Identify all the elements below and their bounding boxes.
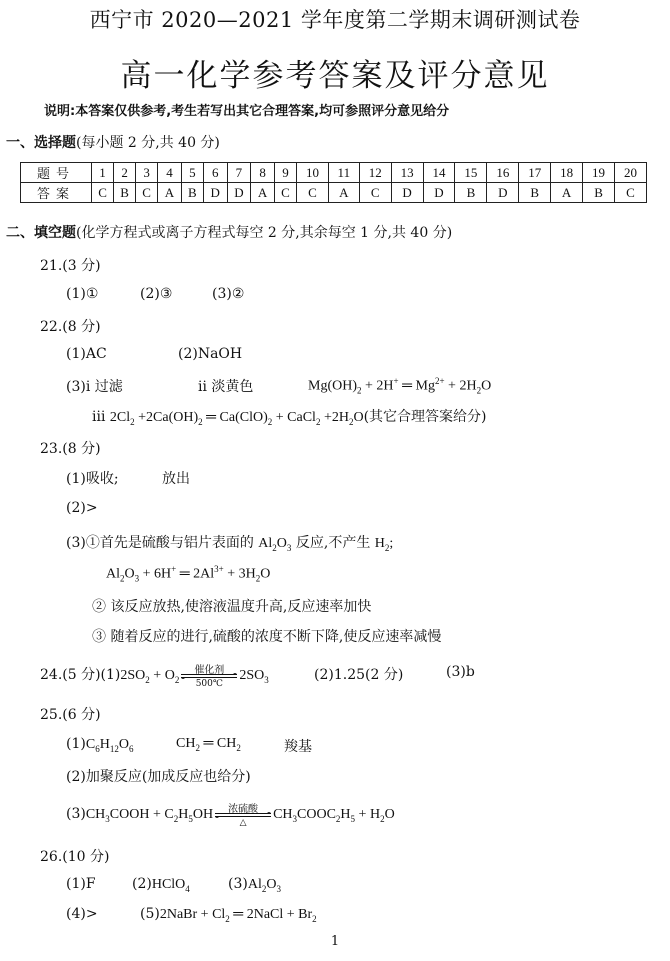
answer-key-title: 高一化学参考答案及评分意见 <box>120 58 550 94</box>
q23-equation-al2o3: $Al_2O_3 + 6H^+$ ═ $2Al^{3+} + 3H_2O$ <box>106 564 271 584</box>
question-number: 19 <box>583 163 615 183</box>
question-number-row <box>21 163 647 183</box>
answer-cell: B <box>181 183 203 203</box>
q22-note: (其它合理答案给分) <box>363 409 487 425</box>
q25-part-2: (2)加聚反应(加成反应也给分) <box>66 769 251 785</box>
q25-part-3 <box>66 803 395 828</box>
q21-heading: 21.(3 分) <box>40 258 101 274</box>
q22-part-1: (1)AC <box>66 346 107 362</box>
answer-cell: D <box>487 183 519 203</box>
q26-hclo4: HClO$_4$ <box>151 877 190 894</box>
answer-cell: D <box>227 183 251 203</box>
answer-cell: B <box>583 183 615 203</box>
q26-part-1: (1)F <box>66 876 96 892</box>
q23-part-3-text: (3)①首先是硫酸与铝片表面的 <box>66 535 254 551</box>
answer-cell: A <box>251 183 275 203</box>
q26-part-5 <box>140 906 317 924</box>
answer-cell: A <box>328 183 359 203</box>
section-choice-heading <box>6 132 220 152</box>
q24-catalyst: 催化剂 <box>194 665 225 676</box>
question-number: 10 <box>296 163 328 183</box>
q21-answer-2: (2)③ <box>140 286 173 302</box>
q23-h2: $H_2$; <box>374 536 394 553</box>
q22-part-3i: (3)ⅰ 过滤 <box>66 379 123 395</box>
row-label-answer: 答案 <box>21 183 92 203</box>
answer-cell: A <box>551 183 583 203</box>
section-fill-desc: (化学方程式或离子方程式每空 2 分,其余每空 1 分,共 40 分) <box>76 225 453 241</box>
q23-part-2: (2)> <box>66 500 98 516</box>
q22-part-2: (2)NaOH <box>178 346 243 362</box>
answer-table <box>20 162 647 203</box>
q23-part-3-line1 <box>66 532 393 553</box>
q26-part-2 <box>132 876 190 894</box>
question-number: 5 <box>181 163 203 183</box>
q22-part-3iii-label: ⅲ <box>92 409 106 425</box>
q25-heat: △ <box>239 818 247 828</box>
q25-products: $CH_3COOC_2H_5 + H_2O$ <box>273 807 395 824</box>
answer-cell: B <box>519 183 551 203</box>
question-number: 18 <box>551 163 583 183</box>
question-number: 8 <box>251 163 275 183</box>
question-number: 14 <box>423 163 455 183</box>
q22-part-3ii: ⅱ 淡黄色 <box>198 379 254 395</box>
section-fill-title: 二、填空题 <box>6 225 76 241</box>
question-number: 11 <box>328 163 359 183</box>
question-number: 20 <box>614 163 646 183</box>
q22-equation-chlorine: $2Cl_2 +2Ca(OH)_2$ ═ $Ca(ClO)_2$ + CaCl$_2$ $+2H_2O$ <box>109 410 364 427</box>
q23-part-1b: 放出 <box>162 471 190 487</box>
q26-equation: 2NaBr + $Cl_2$ ═ 2NaCl + $Br_2$ <box>159 907 317 924</box>
question-number: 4 <box>158 163 182 183</box>
question-number: 16 <box>487 163 519 183</box>
q25-heading: 25.(6 分) <box>40 707 101 723</box>
q22-heading: 22.(8 分) <box>40 319 101 335</box>
section-choice-title: 一、选择题 <box>6 135 76 151</box>
q23-part-1a: (1)吸收; <box>66 471 119 487</box>
answer-cell: D <box>423 183 455 203</box>
question-number: 17 <box>519 163 551 183</box>
q25-ethylene: $CH_2$ ═ $CH_2$ <box>176 736 241 753</box>
q26-part-5-label: (5) <box>140 906 160 922</box>
q23-part-3-2: ② 该反应放热,使溶液温度升高,反应速率加快 <box>92 599 372 615</box>
answer-cell: C <box>296 183 328 203</box>
question-number: 3 <box>136 163 158 183</box>
q26-heading: 26.(10 分) <box>40 849 110 865</box>
q26-part-3 <box>228 876 281 894</box>
q25-glucose: $C_6H_{12}O_6$ <box>85 737 134 754</box>
answer-cell: D <box>203 183 227 203</box>
section-choice-desc: (每小题 2 分,共 40 分) <box>76 135 220 151</box>
q24-reactants: $2SO_2 + O_2$ <box>120 668 180 685</box>
q24-temperature: 500℃ <box>195 679 223 689</box>
q25-reactants: $CH_3COOH + C_2H_5OH$ <box>85 807 214 824</box>
q24-reaction-arrow <box>181 664 237 689</box>
q24-part-3: (3)b <box>446 664 475 680</box>
answer-cell: C <box>359 183 391 203</box>
answer-cell: C <box>92 183 114 203</box>
q24-heading: 24.(5 分)(1) <box>40 667 121 683</box>
q23-part-3-3: ③ 随着反应的进行,硫酸的浓度不断下降,使反应速率减慢 <box>92 629 442 645</box>
row-label-number: 题号 <box>21 163 92 183</box>
q24-product: $2SO_3$ <box>239 668 269 685</box>
question-number: 2 <box>114 163 136 183</box>
question-number: 9 <box>274 163 296 183</box>
grading-note: 说明:本答案仅供参考,考生若写出其它合理答案,均可参照评分意见给分 <box>44 104 450 119</box>
q25-reaction-arrow <box>215 803 271 828</box>
question-number: 7 <box>227 163 251 183</box>
q25-part-1-label: (1) <box>66 736 86 752</box>
q26-part-2-label: (2) <box>132 876 152 892</box>
answer-cell: B <box>455 183 487 203</box>
question-number: 12 <box>359 163 391 183</box>
q26-part-4: (4)> <box>66 906 98 922</box>
q23-heading: 23.(8 分) <box>40 441 101 457</box>
answer-cell: D <box>391 183 423 203</box>
q22-equation-mgoh2: $Mg(OH)_2 + 2H^+$ ═ $Mg^{2+} + 2H_2O$ <box>308 376 492 396</box>
answer-cell: B <box>114 183 136 203</box>
answer-cell: C <box>136 183 158 203</box>
question-number: 1 <box>92 163 114 183</box>
q25-acid: 浓硫酸 <box>228 804 259 815</box>
answer-cell: C <box>614 183 646 203</box>
exam-title: 西宁市 2020—2021 学年度第二学期末调研测试卷 <box>89 8 581 32</box>
question-number: 6 <box>203 163 227 183</box>
q23-part-3-text2: 反应,不产生 <box>295 535 371 551</box>
q21-answer-3: (3)② <box>212 286 245 302</box>
q26-part-3-label: (3) <box>228 876 248 892</box>
q23-al2o3: $Al_2O_3$ <box>258 536 292 553</box>
q25-part-1 <box>66 736 133 754</box>
q22-part-3iii <box>92 406 487 427</box>
answer-cell: C <box>274 183 296 203</box>
q24-line <box>40 664 269 689</box>
answer-cell: A <box>158 183 182 203</box>
q21-answer-1: (1)① <box>66 286 99 302</box>
page-number: 1 <box>330 934 340 949</box>
q25-carboxyl: 羧基 <box>284 739 312 755</box>
q26-al2o3: $Al_2O_3$ <box>247 877 281 894</box>
question-number: 15 <box>455 163 487 183</box>
section-fill-heading <box>6 222 452 242</box>
answer-row <box>21 183 647 203</box>
q25-part-3-label: (3) <box>66 806 86 822</box>
q24-part-2: (2)1.25(2 分) <box>314 667 404 683</box>
question-number: 13 <box>391 163 423 183</box>
